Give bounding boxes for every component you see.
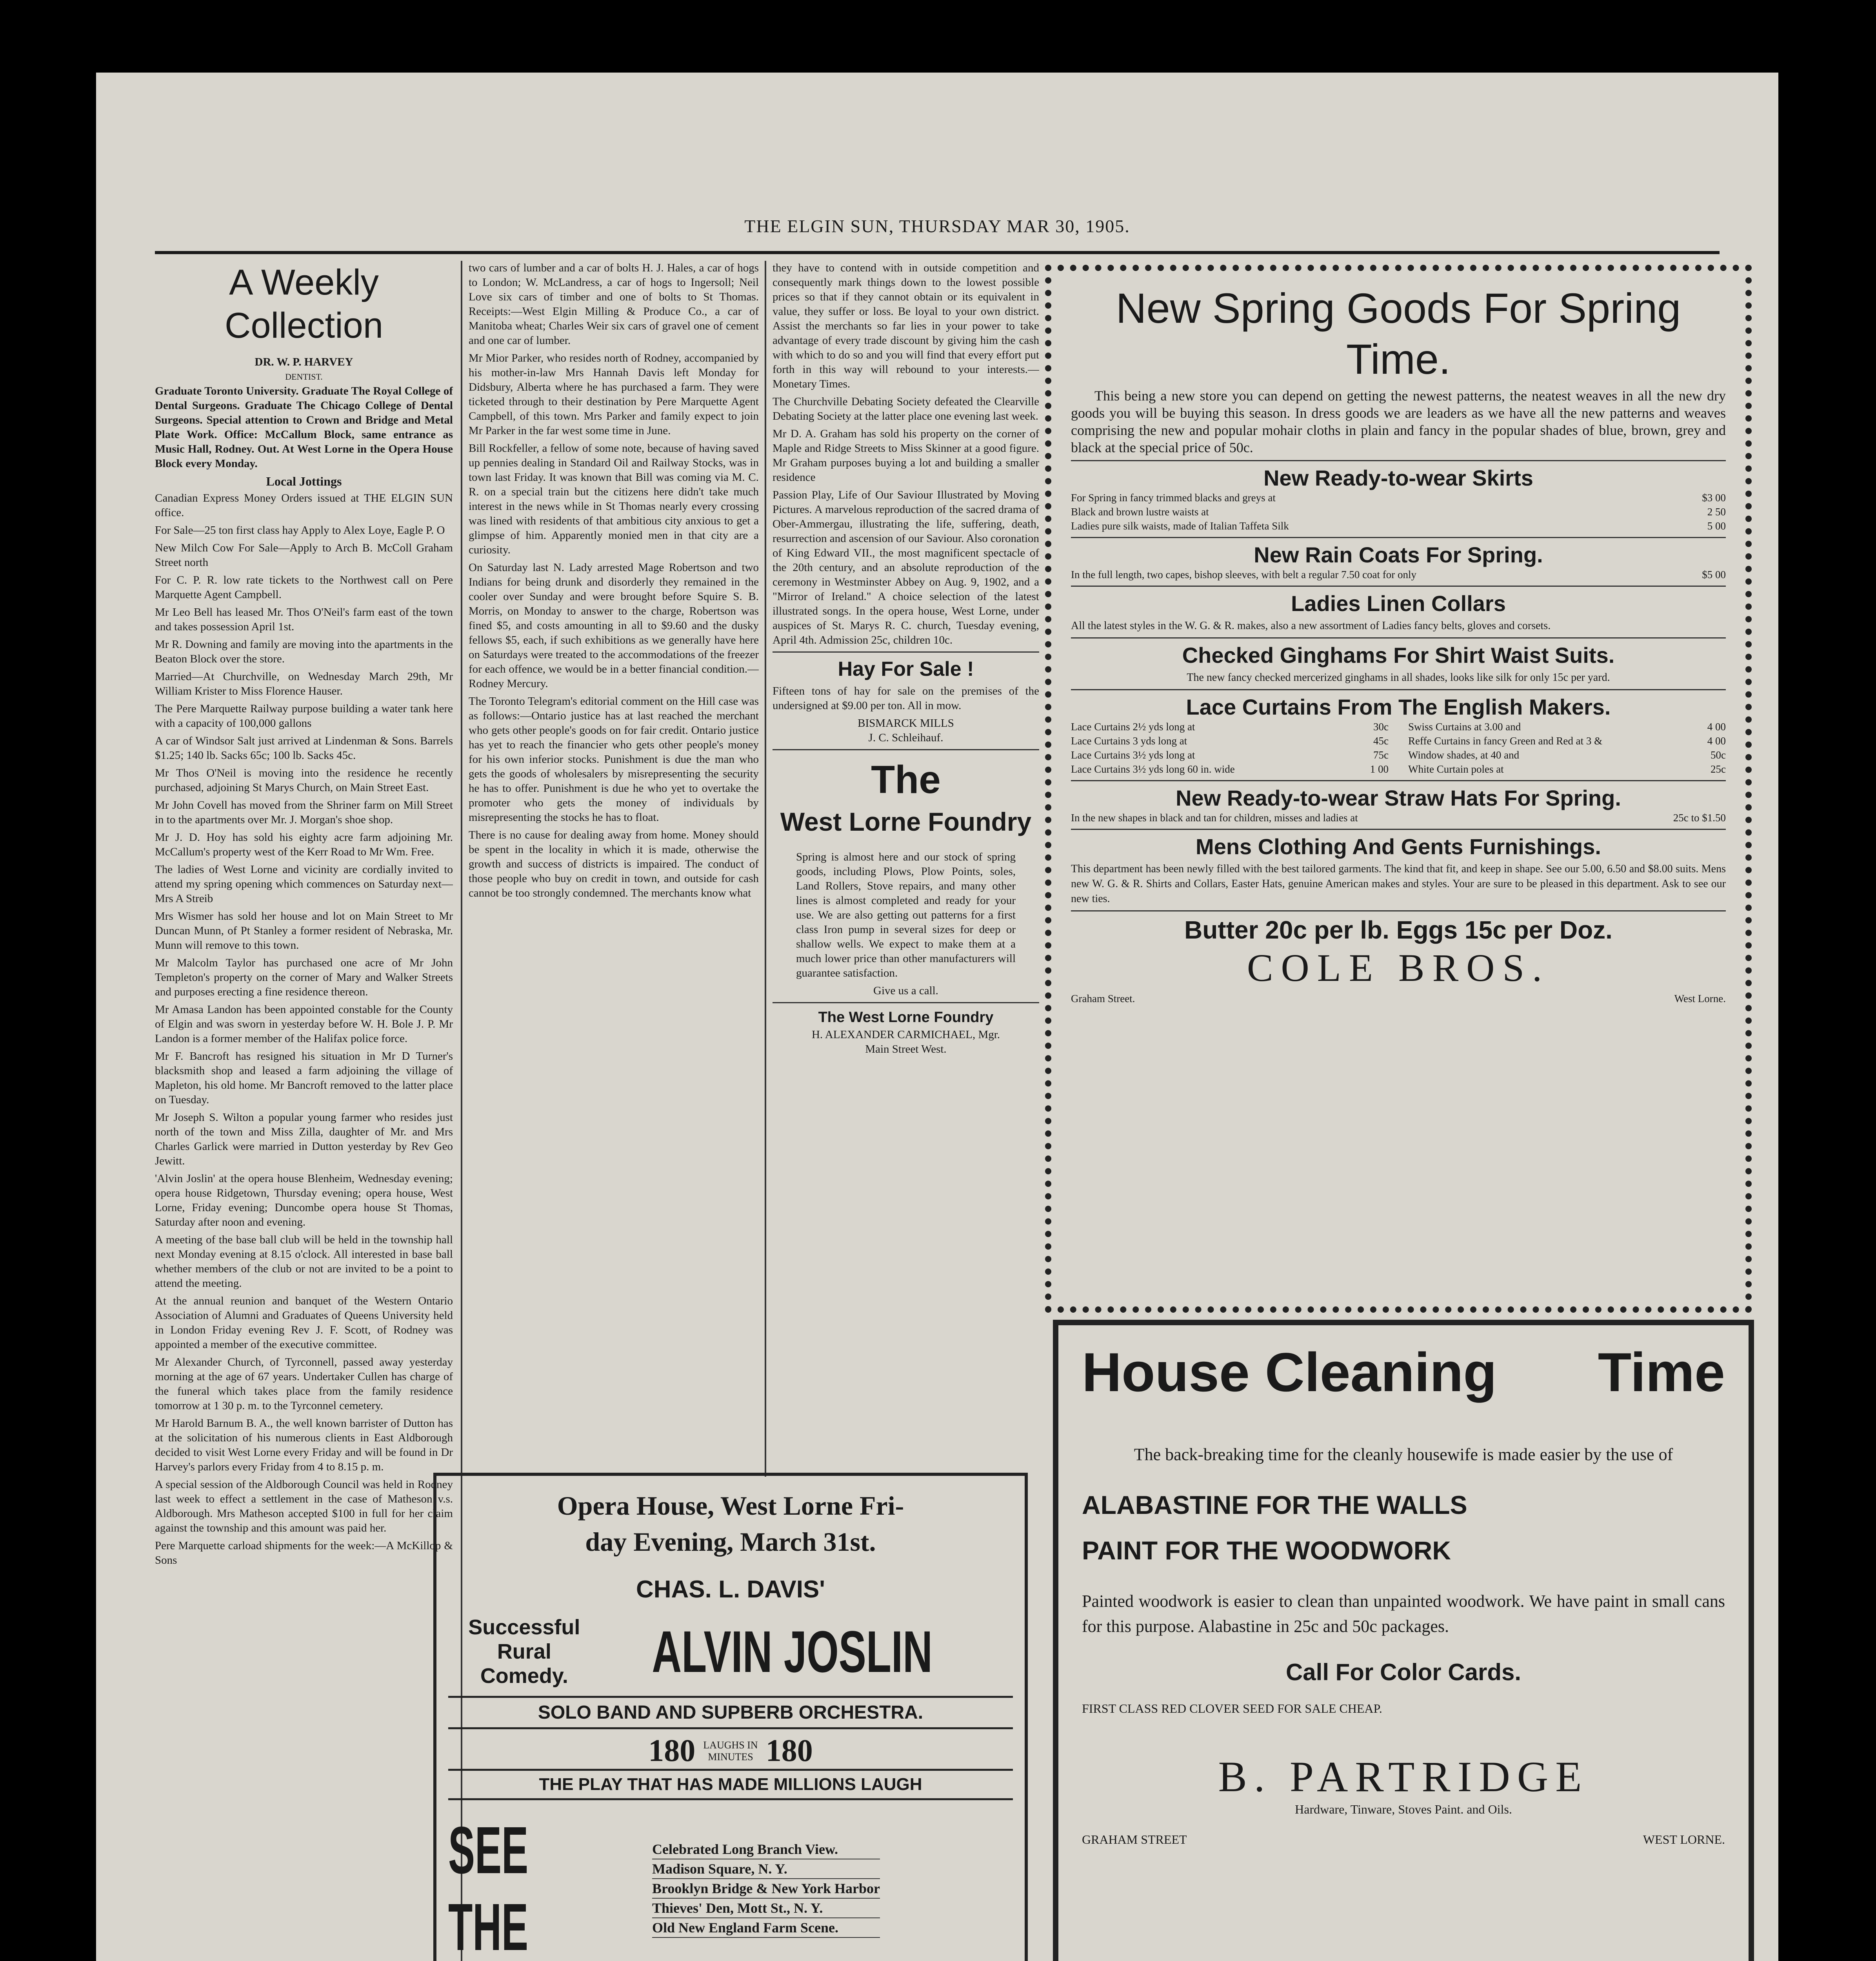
- price-value: 4 00: [1707, 735, 1726, 747]
- price-row: [1408, 734, 1726, 748]
- price-row: [1408, 720, 1726, 734]
- foundry-title: West Lorne Foundry: [780, 807, 1032, 836]
- foundry-give: Give us a call.: [873, 984, 938, 997]
- price-value: 4 00: [1707, 721, 1726, 733]
- news-item: two cars of lumber and a car of bolts H. J. Hales, a car of hogs to London; W. McLandress, a car of hogs to Ingersoll; Neil Love six cars of timber and one of bolts to St Thomas. Receipts:—West Elgin Milling & Produce Co., a car of Manitoba wheat; Charles Weir six cars of gravel one of cement and one car of lumber.: [469, 262, 759, 347]
- opera-band: SOLO BAND AND SUPBERB ORCHESTRA.: [448, 1696, 1013, 1729]
- opera-scenes: [652, 1840, 880, 1938]
- foundry-addr: Main Street West.: [865, 1043, 947, 1055]
- price-value: 25c: [1711, 763, 1726, 775]
- cole-town: West Lorne.: [1674, 993, 1726, 1004]
- price-value: 1 00: [1370, 763, 1389, 775]
- price-row: [1408, 762, 1726, 776]
- scene-item: Brooklyn Bridge & New York Harbor: [652, 1879, 880, 1899]
- price-desc: Lace Curtains 3½ yds long at: [1071, 749, 1195, 761]
- opera-see: SEE THE: [448, 1813, 529, 1961]
- laughs-top: LAUGHS IN: [703, 1739, 758, 1751]
- jottings-list: [155, 491, 453, 1568]
- news-item: New Milch Cow For Sale—Apply to Arch B. McColl Graham Street north: [155, 542, 453, 569]
- opera-kind3: Comedy.: [480, 1664, 568, 1688]
- harvey-name: DR. W. P. HARVEY: [254, 356, 353, 368]
- cole-intro: This being a new store you can depend on getting the newest patterns, the neatest weaves in all the new dry goods you will be buying this season. In dress goods we are leaders as we have all the new patterns and weaves comprising the new and popular mohair cloths in plain and fancy in the popular shades of blue, brown, grey and black at the special price of 50c.: [1071, 388, 1726, 455]
- cole-bros-ad: [1045, 265, 1752, 1313]
- column-divider: [765, 261, 766, 1477]
- price-value: $3 00: [1702, 492, 1726, 504]
- price-desc: Lace Curtains 3½ yds long 60 in. wide: [1071, 763, 1235, 775]
- news-item: At the annual reunion and banquet of the Western Ontario Association of Alumni and Graduates of Queens University held in London Friday evening Rev J. F. Scott, of Rodney was appointed a member of the executive committee.: [155, 1295, 453, 1351]
- opera-play: ALVIN JOSLIN: [652, 1618, 933, 1684]
- weekly-collection-title: A Weekly Collection: [225, 262, 383, 346]
- partridge-town: WEST LORNE.: [1643, 1832, 1725, 1846]
- price-desc: For Spring in fancy trimmed blacks and greys at: [1071, 492, 1276, 504]
- news-item: Married—At Churchville, on Wednesday March 29th, Mr William Krister to Miss Florence Hauser.: [155, 670, 453, 697]
- news-item: Bill Rockfeller, a fellow of some note, because of having saved up pennies dealing in Standard Oil and Railway Stocks, was in town last Friday. It was known that Bill was coming via M. C. R. on a special train but the citizens here didn't take much interest in the news while in St Thomas nearly every crossing was lined with residents of that ambitious city anxious to get a glimpse of him. Apparently monied men in that city are a curiosity.: [469, 442, 759, 556]
- news-item: they have to contend with in outside competition and consequently mark things down to the lowest possible prices so that if they cannot obtain or its equivalent in value, they suffer or loss. Be loyal to your own district. Assist the merchants so far lies in your power to take advantage of every trade discount by giving him the cash with which to do so and you will find that every effort put forth in this way will rebound to your interests.—Monetary Times.: [773, 262, 1039, 390]
- price-value: 30c: [1373, 721, 1389, 733]
- opera-tagline: THE PLAY THAT HAS MADE MILLIONS LAUGH: [448, 1769, 1013, 1800]
- price-desc: Black and brown lustre waists at: [1071, 506, 1209, 518]
- harvey-body: Graduate Toronto University. Graduate The Royal College of Dental Surgeons. Graduate The Chicago College of Dental Surgeons. Special attention to Crown and Bridge and Metal Plate Work. Office: McCallum Block, same entrance as Music Hall, Rodney. Out. At West Lorne in the Opera House Block every Monday.: [155, 385, 453, 470]
- price-desc: Ladies pure silk waists, made of Italian Taffeta Silk: [1071, 520, 1289, 532]
- news-item: Mr John Covell has moved from the Shriner farm on Mill Street in to the apartments over Mr. J. Morgan's shoe shop.: [155, 799, 453, 826]
- coats-title: New Rain Coats For Spring.: [1254, 542, 1543, 567]
- scene-item: Madison Square, N. Y.: [652, 1859, 880, 1879]
- price-row: [1071, 748, 1389, 762]
- news-item: Mr Mior Parker, who resides north of Rodney, accompanied by his mother-in-law Mrs Hannah Davis left Monday for Didsbury, Alberta where he has purchased a farm. They were ticketed through to their destination by Pere Marquette Agent Campbell, of this town. Mrs Parker and family expect to join Mr Parker in the far west some time in June.: [469, 352, 759, 437]
- hats-title: New Ready-to-wear Straw Hats For Spring.: [1176, 786, 1621, 810]
- partridge-ad: [1053, 1320, 1754, 1961]
- collars-body: All the latest styles in the W. G. & R. makes, also a new assortment of Ladies fancy belts, gloves and corsets.: [1071, 620, 1551, 632]
- scene-item: Celebrated Long Branch View.: [652, 1840, 880, 1859]
- partridge-title2: Time: [1598, 1341, 1725, 1403]
- column-three-list: [773, 261, 1039, 648]
- cole-street: Graham Street.: [1071, 993, 1135, 1004]
- coats-price: $5 00: [1702, 569, 1726, 580]
- page-header: THE ELGIN SUN, THURSDAY MAR 30, 1905.: [744, 216, 1130, 236]
- partridge-title1: House Cleaning: [1082, 1341, 1497, 1403]
- price-desc: White Curtain poles at: [1408, 763, 1504, 775]
- price-row: [1071, 762, 1389, 776]
- price-value: 75c: [1373, 749, 1389, 761]
- news-item: 'Alvin Joslin' at the opera house Blenheim, Wednesday evening; opera house Ridgetown, Thursday evening; opera house, West Lorne, Friday evening; Duncombe opera house St Thomas, Saturday after noon and evening.: [155, 1172, 453, 1228]
- cole-title: New Spring Goods For Spring Time.: [1116, 284, 1681, 383]
- news-item: Passion Play, Life of Our Saviour Illustrated by Moving Pictures. A marvelous reproduction of the sacred drama of Ober-Ammergau, illustrating the life, suffering, death, resurrection and ascension of our Saviour. Also coronation of King Edward VII., the most magnificent spectacle of the 20th century, and an absolute reproduction of the ceremony in Westminster Abbey on Aug. 9, 1902, and a "Mirror of Ireland." A choice selection of the latest illustrated songs. In the opera house, West Lorne, under auspices of St. Marys R. C. church, Tuesday evening, April 4th. Admission 25c, children 10c.: [773, 489, 1039, 646]
- skirts-title: New Ready-to-wear Skirts: [1263, 466, 1533, 490]
- foundry-the: The: [871, 758, 941, 802]
- price-desc: Lace Curtains 3 yds long at: [1071, 735, 1187, 747]
- skirts-list: [1071, 491, 1726, 533]
- foundry-body: Spring is almost here and our stock of spring goods, including Plows, Plow Points, soles, Land Rollers, Stove repairs, and many other lines is almost completed and ready for your use. We are also getting out patterns for a first class Iron pump in several sizes for deep or shallow wells. We expect to make them at a much lower price than other manufacturers will guarantee satisfaction.: [796, 851, 1016, 979]
- lace-left-list: [1071, 720, 1389, 776]
- price-desc: Lace Curtains 2½ yds long at: [1071, 721, 1195, 733]
- news-item: Mr Leo Bell has leased Mr. Thos O'Neil's farm east of the town and takes possession April 1st.: [155, 606, 453, 633]
- hay-sig2: J. C. Schleihauf.: [868, 731, 943, 744]
- news-item: There is no cause for dealing away from home. Money should be spent in the locality in which it is made, otherwise the growth and success of districts is impaired. The conduct of those people who buy on credit in town, and outside for cash cannot be too strongly condemned. The merchants know what: [469, 829, 759, 899]
- harvey-sub: DENTIST.: [285, 372, 323, 382]
- opera-kind1: Successful: [468, 1615, 580, 1639]
- news-item: For Sale—25 ton first class hay Apply to Alex Loye, Eagle P. O: [155, 524, 445, 537]
- mens-title: Mens Clothing And Gents Furnishings.: [1196, 834, 1601, 859]
- news-item: The Pere Marquette Railway purpose building a water tank here with a capacity of 100,000 gallons: [155, 702, 453, 729]
- news-item: Pere Marquette carload shipments for the week:—A McKillop & Sons: [155, 1539, 453, 1566]
- hats-line: In the new shapes in black and tan for children, misses and ladies at: [1071, 812, 1358, 824]
- column-weekly-collection: [155, 261, 453, 1961]
- partridge-street: GRAHAM STREET: [1082, 1832, 1187, 1846]
- news-item: Mr Thos O'Neil is moving into the residence he recently purchased, adjoining St Marys Church, on Main Street East.: [155, 767, 453, 794]
- collars-title: Ladies Linen Collars: [1291, 591, 1506, 616]
- opera-line1: Opera House, West Lorne Fri-: [557, 1491, 904, 1521]
- cole-name: COLE BROS.: [1247, 946, 1550, 990]
- price-row: [1071, 519, 1726, 533]
- news-item: Mr J. D. Hoy has sold his eighty acre farm adjoining Mr. McCallum's property west of the Kerr Road to Mr Wm. Free.: [155, 831, 453, 858]
- laughs-num2: 180: [765, 1734, 813, 1768]
- opera-house-ad: [433, 1473, 1028, 1961]
- news-item: The ladies of West Lorne and vicinity are cordially invited to attend my spring opening which commences on Saturday next—Mrs A Streib: [155, 863, 453, 905]
- price-desc: Swiss Curtains at 3.00 and: [1408, 721, 1521, 733]
- price-row: [1408, 748, 1726, 762]
- opera-kind2: Rural: [497, 1640, 551, 1663]
- news-item: Mrs Wismer has sold her house and lot on Main Street to Mr Duncan Munn, of Pt Stanley a former resident of Nebraska, Mr. Munn will remove to this town.: [155, 910, 453, 951]
- ginghams-title: Checked Ginghams For Shirt Waist Suits.: [1182, 643, 1615, 668]
- news-item: A car of Windsor Salt just arrived at Lindenman & Sons. Barrels $1.25; 140 lb. Sacks 65c; 100 lb. Sacks 45c.: [155, 735, 453, 762]
- hay-body: Fifteen tons of hay for sale on the premises of the undersigned at $9.00 per ton. All in mow.: [773, 685, 1039, 712]
- local-jottings-title: Local Jottings: [266, 474, 342, 488]
- hats-price: 25c to $1.50: [1673, 812, 1726, 824]
- column-three: [773, 261, 1039, 1477]
- foundry-name: The West Lorne Foundry: [818, 1009, 994, 1026]
- news-item: Mr F. Bancroft has resigned his situation in Mr D Turner's blacksmith shop and leased a farm adjoining the village of Mapleton, his old home. Mr Bancroft removed to the latter place on Tuesday.: [155, 1050, 453, 1106]
- price-value: 5 00: [1707, 520, 1726, 532]
- scene-item: Thieves' Den, Mott St., N. Y.: [652, 1899, 880, 1918]
- news-item: Mr Joseph S. Wilton a popular young farmer who resides just north of the town and Miss Zilla, daughter of Mr. and Mrs Charles Garlick were married in Dutton yesterday by Rev Geo Jewitt.: [155, 1111, 453, 1167]
- partridge-intro: The back-breaking time for the cleanly housewife is made easier by the use of: [1134, 1445, 1673, 1464]
- partridge-clover: FIRST CLASS RED CLOVER SEED FOR SALE CHEAP.: [1082, 1701, 1382, 1715]
- news-item: Mr D. A. Graham has sold his property on the corner of Maple and Ridge Streets to Miss Skinner at a good figure. Mr Graham purposes buying a lot and building a smaller residence: [773, 427, 1039, 484]
- lace-title: Lace Curtains From The English Makers.: [1186, 695, 1611, 719]
- partridge-paint: PAINT FOR THE WOODWORK: [1082, 1536, 1451, 1565]
- laughs-bot: MINUTES: [708, 1751, 753, 1763]
- opera-presenter: CHAS. L. DAVIS': [636, 1576, 825, 1603]
- news-item: Canadian Express Money Orders issued at THE ELGIN SUN office.: [155, 492, 453, 519]
- price-desc: Reffe Curtains in fancy Green and Red at 3 &: [1408, 735, 1603, 747]
- news-item: Mr Harold Barnum B. A., the well known barrister of Dutton has at the solicitation of his numerous clients in East Aldborough decided to visit West Lorne every Friday and will be found in Dr Harvey's parlors every Friday from 4 to 8.15 p. m.: [155, 1417, 453, 1473]
- news-item: Mr Malcolm Taylor has purchased one acre of Mr John Templeton's property on the corner of Mary and Walker Streets and purposes erecting a fine residence thereon.: [155, 957, 453, 998]
- news-item: The Toronto Telegram's editorial comment on the Hill case was as follows:—Ontario justice has at last reached the merchant who gets other people's goods on for fair credit. Ontario justice has yet to reach the financier who gets other people's money for his own inferior stocks. Punishment is due the man who gets the goods of wholesalers by misrepresenting the security he has to offer. Punishment is due he who yet to overtake the promoter who gets the money of individuals by misrepresenting the stocks he has to float.: [469, 695, 759, 824]
- column-two: [469, 261, 759, 1477]
- news-item: For C. P. R. low rate tickets to the Northwest call on Pere Marquette Agent Campbell.: [155, 574, 453, 601]
- partridge-alabastine: ALABASTINE FOR THE WALLS: [1082, 1490, 1467, 1519]
- hay-title: Hay For Sale !: [838, 658, 974, 680]
- butter-eggs: Butter 20c per lb. Eggs 15c per Doz.: [1184, 916, 1612, 944]
- coats-line: In the full length, two capes, bishop sleeves, with belt a regular 7.50 coat for only: [1071, 569, 1417, 580]
- price-desc: Window shades, at 40 and: [1408, 749, 1520, 761]
- partridge-body: Painted woodwork is easier to clean than unpainted woodwork. We have paint in small cans for this purpose. Alabastine in 25c and 50c packages.: [1082, 1592, 1725, 1636]
- price-value: 45c: [1373, 735, 1389, 747]
- news-item: A special session of the Aldborough Council was held in Rodney last week to effect a settlement in the case of Matheson v.s. Aldborough. Mrs Matheson accepted $100 in full for her claim against the township and this amount was paid her.: [155, 1478, 453, 1534]
- partridge-cards: Call For Color Cards.: [1285, 1659, 1522, 1685]
- news-item: Mr Alexander Church, of Tyrconnell, passed away yesterday morning at the age of 67 years. Undertaker Cullen has charge of the funeral which takes place from the family residence tomorrow at 1 30 p. m. to the Tyrconnel cemetery.: [155, 1356, 453, 1412]
- mens-body: This department has been newly filled with the best tailored garments. The kind that fit, and keep in shape. See our 5.00, 6.50 and $8.00 suits. Mens new W. G. & R. Shirts and Collars, Easter Hats, genuine American makes and styles. Your are sure to be pleased in this department. Ask to see our new ties.: [1071, 863, 1726, 905]
- price-row: [1071, 505, 1726, 519]
- price-row: [1071, 491, 1726, 505]
- hay-sig1: BISMARCK MILLS: [858, 717, 954, 729]
- column-two-list: [469, 261, 759, 900]
- price-value: 50c: [1711, 749, 1726, 761]
- news-item: On Saturday last N. Lady arrested Mage Robertson and two Indians for being drunk and disorderly they remained in the cooler over Sunday and were brought before Squire S. B. Morris, on Monday to answer to the charge, Robertson was fined $5, and costs amounting in all to $9.60 and the dusky fellows $5, each, if such exhibitions as we generally have here on Saturdays were treated to the accommodations of the freezer for each offence, we would be in a better financial condition.—Rodney Mercury.: [469, 561, 759, 690]
- news-item: The Churchville Debating Society defeated the Clearville Debating Society at the latter place one evening last week.: [773, 395, 1039, 422]
- news-item: Mr R. Downing and family are moving into the apartments in the Beaton Block over the store.: [155, 638, 453, 665]
- price-row: [1071, 734, 1389, 748]
- partridge-goods: Hardware, Tinware, Stoves Paint. and Oils.: [1295, 1802, 1512, 1816]
- header-rule: [155, 251, 1720, 254]
- foundry-mgr: H. ALEXANDER CARMICHAEL, Mgr.: [811, 1028, 1000, 1041]
- price-row: [1071, 720, 1389, 734]
- price-value: 2 50: [1707, 506, 1726, 518]
- news-item: A meeting of the base ball club will be held in the township hall next Monday evening at 8.15 o'clock. All interested in base ball whether members of the club or not are invited to be a point to attend the meeting.: [155, 1233, 453, 1290]
- opera-line2: day Evening, March 31st.: [585, 1527, 876, 1557]
- scene-item: Old New England Farm Scene.: [652, 1918, 880, 1938]
- ginghams-body: The new fancy checked mercerized ginghams in all shades, looks like silk for only 15c per yard.: [1187, 671, 1610, 684]
- partridge-name: B. PARTRIDGE: [1218, 1753, 1589, 1801]
- laughs-num: 180: [648, 1734, 696, 1768]
- news-item: Mr Amasa Landon has been appointed constable for the County of Elgin and was sworn in yesterday before W. H. Bole J. P. Mr Landon is a former member of the Halifax police force.: [155, 1003, 453, 1045]
- newspaper-page: [96, 73, 1778, 1961]
- lace-right-list: [1408, 720, 1726, 776]
